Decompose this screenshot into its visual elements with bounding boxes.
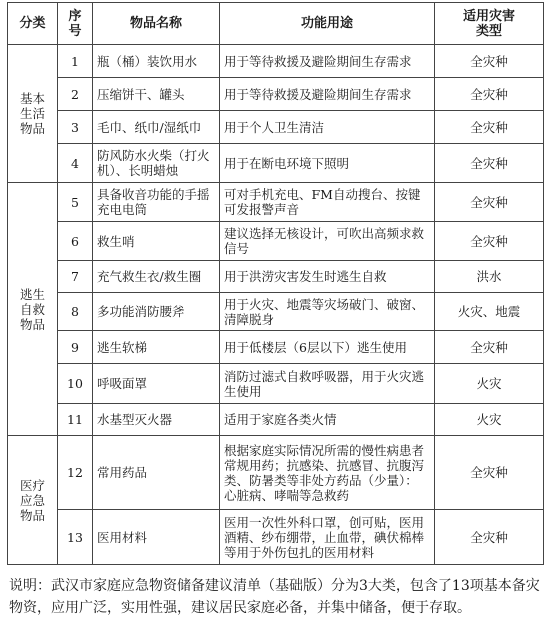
row-number: 1 (58, 45, 93, 78)
row-number: 13 (58, 510, 93, 565)
header-item: 物品名称 (93, 3, 220, 45)
item-name: 多功能消防腰斧 (93, 293, 220, 331)
item-function: 用于低楼层（6层以下）逃生使用 (220, 331, 435, 364)
item-name: 瓶（桶）装饮用水 (93, 45, 220, 78)
item-function: 根据家庭实际情况所需的慢性病患者常规用药；抗感染、抗感冒、抗腹泻类、防暑类等非处方药品（少量）：心脏病、哮喘等急救药 (220, 436, 435, 510)
item-function: 用于火灾、地震等灾场破门、破窗、清障脱身 (220, 293, 435, 331)
table-row (8, 144, 544, 183)
supply-table (7, 2, 544, 565)
category-cell: 逃生自救物品 (8, 183, 58, 436)
item-name: 呼吸面罩 (93, 364, 220, 404)
table-row (8, 331, 544, 364)
disaster-type: 火灾 (435, 364, 544, 404)
table-row (8, 364, 544, 404)
table-row (8, 183, 544, 222)
row-number: 5 (58, 183, 93, 222)
category-cell: 医疗应急物品 (8, 436, 58, 565)
row-number: 2 (58, 78, 93, 111)
header-function: 功能用途 (220, 3, 435, 45)
disaster-type: 全灾种 (435, 111, 544, 144)
item-name: 医用材料 (93, 510, 220, 565)
row-number: 9 (58, 331, 93, 364)
disaster-type: 全灾种 (435, 78, 544, 111)
item-function: 医用一次性外科口罩，创可贴，医用酒精、纱布绷带，止血带，碘伏棉棒等用于外伤包扎的医用材料 (220, 510, 435, 565)
item-name: 救生哨 (93, 222, 220, 261)
header-disaster-type: 适用灾害类型 (435, 3, 544, 45)
table-row (8, 404, 544, 436)
item-function: 用于洪涝灾害发生时逃生自救 (220, 261, 435, 293)
row-number: 10 (58, 364, 93, 404)
item-function: 用于在断电环境下照明 (220, 144, 435, 183)
table-row (8, 261, 544, 293)
item-function: 用于个人卫生清洁 (220, 111, 435, 144)
table-row (8, 293, 544, 331)
disaster-type: 洪水 (435, 261, 544, 293)
item-name: 逃生软梯 (93, 331, 220, 364)
table-row (8, 78, 544, 111)
row-number: 4 (58, 144, 93, 183)
footnote: 说明：武汉市家庭应急物资储备建议清单（基础版）分为3大类，包含了13项基本备灾物资，应用广泛，实用性强，建议居民家庭必备，并集中储备，便于存取。 (9, 578, 540, 616)
item-function: 建议选择无核设计，可吹出高频求救信号 (220, 222, 435, 261)
item-function: 用于等待救援及避险期间生存需求 (220, 78, 435, 111)
disaster-type: 全灾种 (435, 144, 544, 183)
item-function: 消防过滤式自救呼吸器，用于火灾逃生使用 (220, 364, 435, 404)
item-name: 压缩饼干、罐头 (93, 78, 220, 111)
disaster-type: 全灾种 (435, 331, 544, 364)
item-function: 用于等待救援及避险期间生存需求 (220, 45, 435, 78)
header-category: 分类 (8, 3, 58, 45)
row-number: 3 (58, 111, 93, 144)
row-number: 6 (58, 222, 93, 261)
disaster-type: 全灾种 (435, 45, 544, 78)
item-name: 具备收音功能的手摇充电电筒 (93, 183, 220, 222)
disaster-type: 火灾 (435, 404, 544, 436)
disaster-type: 全灾种 (435, 222, 544, 261)
item-name: 充气救生衣/救生圈 (93, 261, 220, 293)
table-row (8, 436, 544, 510)
category-cell: 基本生活物品 (8, 45, 58, 183)
item-name: 毛巾、纸巾/湿纸巾 (93, 111, 220, 144)
disaster-type: 全灾种 (435, 183, 544, 222)
row-number: 11 (58, 404, 93, 436)
table-row (8, 45, 544, 78)
table-row (8, 510, 544, 565)
header-row (8, 3, 544, 45)
row-number: 8 (58, 293, 93, 331)
table-row (8, 222, 544, 261)
disaster-type: 全灾种 (435, 510, 544, 565)
header-number: 序号 (58, 3, 93, 45)
disaster-type: 火灾、地震 (435, 293, 544, 331)
item-function: 适用于家庭各类火情 (220, 404, 435, 436)
row-number: 7 (58, 261, 93, 293)
item-name: 常用药品 (93, 436, 220, 510)
row-number: 12 (58, 436, 93, 510)
item-name: 防风防水火柴（打火机）、长明蜡烛 (93, 144, 220, 183)
item-name: 水基型灭火器 (93, 404, 220, 436)
table-row (8, 111, 544, 144)
disaster-type: 全灾种 (435, 436, 544, 510)
item-function: 可对手机充电、FM自动搜台、按键可发报警声音 (220, 183, 435, 222)
